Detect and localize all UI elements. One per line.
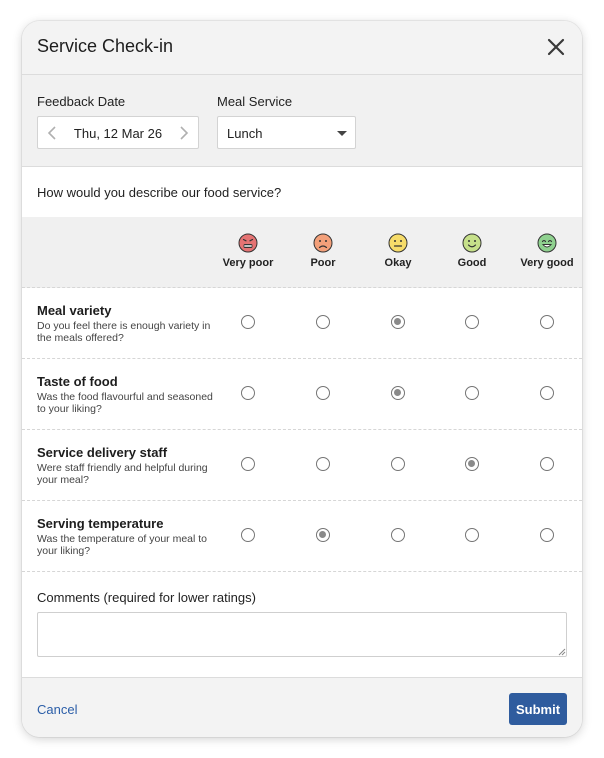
good-face-icon [462, 233, 482, 253]
rating-radio-very-poor[interactable] [241, 386, 255, 400]
row-title: Service delivery staff [37, 445, 168, 460]
rating-radio-very-good[interactable] [540, 386, 554, 400]
poor-face-icon [313, 233, 333, 253]
rating-radio-good[interactable] [465, 528, 479, 542]
row-description: Was the food flavourful and seasoned to your liking? [37, 391, 213, 415]
dialog-title: Service Check-in [37, 36, 174, 56]
scale-label: Poor [310, 257, 336, 269]
okay-face-icon [388, 233, 408, 253]
scale-very-good [507, 233, 582, 269]
rating-radio-very-poor[interactable] [241, 457, 255, 471]
rating-radio-okay[interactable] [391, 315, 405, 329]
cancel-link[interactable]: Cancel [37, 702, 78, 717]
rating-radio-okay[interactable] [391, 386, 405, 400]
close-icon[interactable] [544, 35, 568, 59]
filters-panel [22, 75, 582, 167]
caret-down-icon [337, 131, 347, 136]
rating-radio-good[interactable] [465, 386, 479, 400]
comments-textarea[interactable] [37, 612, 567, 657]
rating-row-meal-variety [22, 288, 582, 359]
date-picker [37, 116, 199, 149]
dialog-footer [22, 677, 582, 737]
row-description: Were staff friendly and helpful during your meal? [37, 462, 208, 486]
rating-radio-poor[interactable] [316, 528, 330, 542]
row-description: Do you feel there is enough variety in the meals offered? [37, 320, 211, 344]
rating-radio-poor[interactable] [316, 457, 330, 471]
rating-radio-very-good[interactable] [540, 457, 554, 471]
scale-good [432, 233, 512, 269]
scale-label: Good [457, 257, 487, 269]
scale-label: Okay [384, 257, 412, 269]
submit-button[interactable]: Submit [509, 693, 567, 725]
rating-radio-very-poor[interactable] [241, 528, 255, 542]
row-title: Meal variety [37, 303, 112, 318]
row-title: Serving temperature [37, 516, 164, 531]
very-poor-face-icon [238, 233, 258, 253]
rating-radio-poor[interactable] [316, 315, 330, 329]
scale-poor [283, 233, 363, 269]
meal-service-select[interactable] [217, 116, 356, 149]
rating-radio-very-poor[interactable] [241, 315, 255, 329]
scale-very-poor [208, 233, 288, 269]
rating-radio-poor[interactable] [316, 386, 330, 400]
feedback-date-label: Feedback Date [37, 94, 126, 109]
rating-radio-okay[interactable] [391, 457, 405, 471]
meal-service-value: Lunch [227, 126, 263, 141]
scale-label: Very good [520, 257, 574, 269]
rating-radio-very-good[interactable] [540, 528, 554, 542]
survey-question: How would you describe our food service? [37, 185, 282, 200]
rating-radio-very-good[interactable] [540, 315, 554, 329]
row-title: Taste of food [37, 374, 118, 389]
scale-label: Very poor [222, 257, 274, 269]
rating-row-taste-of-food [22, 359, 582, 430]
rating-radio-okay[interactable] [391, 528, 405, 542]
rating-scale-header [22, 217, 582, 288]
very-good-face-icon [537, 233, 557, 253]
rating-row-service-delivery-staff [22, 430, 582, 501]
rating-row-serving-temperature [22, 501, 582, 572]
service-checkin-dialog [22, 21, 582, 737]
dialog-header [22, 21, 582, 75]
row-description: Was the temperature of your meal to your liking? [37, 533, 208, 557]
rating-radio-good[interactable] [465, 457, 479, 471]
resize-grip-icon[interactable] [558, 648, 566, 656]
scale-okay [358, 233, 438, 269]
meal-service-label: Meal Service [217, 94, 293, 109]
comments-label: Comments (required for lower ratings) [37, 590, 256, 605]
date-value: Thu, 12 Mar 26 [73, 126, 163, 141]
rating-radio-good[interactable] [465, 315, 479, 329]
chevron-right-icon[interactable] [176, 125, 190, 141]
